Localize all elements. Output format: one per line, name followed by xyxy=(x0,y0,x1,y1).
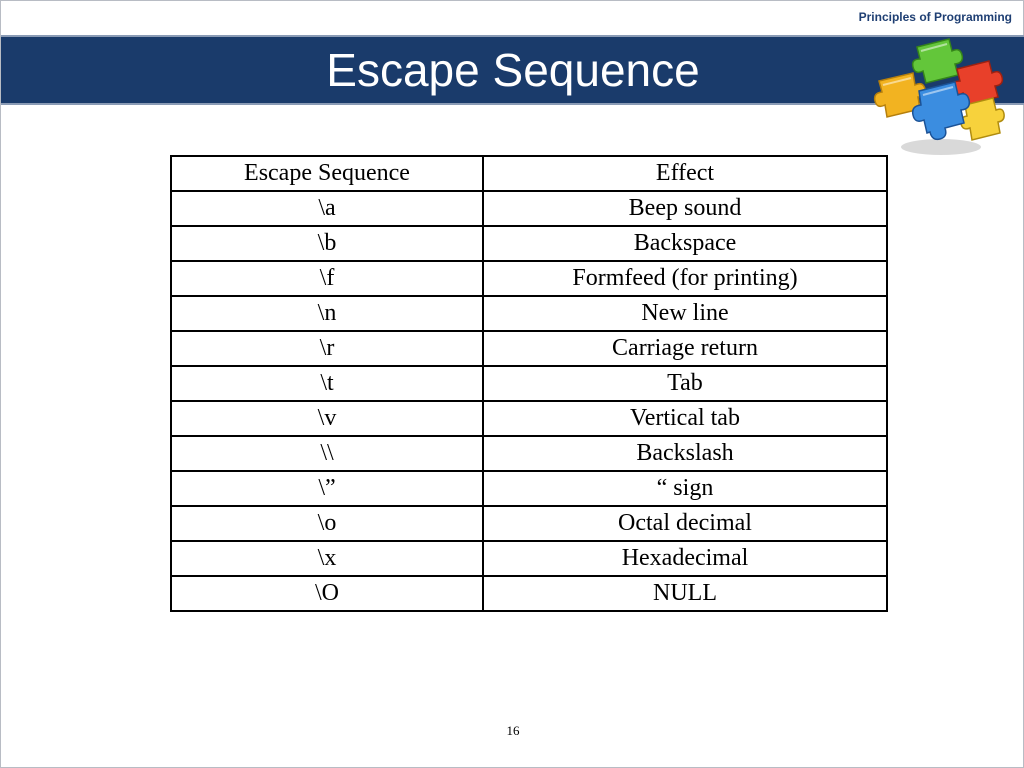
effect-cell: Hexadecimal xyxy=(483,541,887,576)
escape-sequence-cell: \r xyxy=(171,331,483,366)
effect-cell: Formfeed (for printing) xyxy=(483,261,887,296)
table-row xyxy=(171,576,887,611)
escape-sequence-cell: \b xyxy=(171,226,483,261)
escape-sequence-table xyxy=(170,155,888,612)
table-row xyxy=(171,471,887,506)
table-row xyxy=(171,226,887,261)
column-header-effect: Effect xyxy=(483,156,887,191)
escape-sequence-cell: \” xyxy=(171,471,483,506)
table-row xyxy=(171,191,887,226)
puzzle-pieces-icon xyxy=(869,29,1009,163)
escape-sequence-cell: \\ xyxy=(171,436,483,471)
course-label: Principles of Programming xyxy=(858,10,1012,24)
effect-cell: Beep sound xyxy=(483,191,887,226)
effect-cell: Tab xyxy=(483,366,887,401)
escape-sequence-cell: \x xyxy=(171,541,483,576)
column-header-escape-sequence: Escape Sequence xyxy=(171,156,483,191)
effect-cell: “ sign xyxy=(483,471,887,506)
effect-cell: New line xyxy=(483,296,887,331)
table-header-row xyxy=(171,156,887,191)
effect-cell: Backslash xyxy=(483,436,887,471)
table-row xyxy=(171,506,887,541)
table-row xyxy=(171,436,887,471)
escape-sequence-cell: \f xyxy=(171,261,483,296)
effect-cell: Carriage return xyxy=(483,331,887,366)
escape-sequence-cell: \a xyxy=(171,191,483,226)
table-row xyxy=(171,331,887,366)
table-row xyxy=(171,366,887,401)
page-number: 16 xyxy=(506,723,520,738)
slide-title: Escape Sequence xyxy=(326,44,700,96)
escape-sequence-cell: \n xyxy=(171,296,483,331)
escape-sequence-cell: \O xyxy=(171,576,483,611)
escape-sequence-cell: \t xyxy=(171,366,483,401)
table-row xyxy=(171,296,887,331)
escape-sequence-cell: \o xyxy=(171,506,483,541)
table-row xyxy=(171,541,887,576)
table-row xyxy=(171,401,887,436)
effect-cell: Octal decimal xyxy=(483,506,887,541)
table-row xyxy=(171,261,887,296)
escape-sequence-cell: \v xyxy=(171,401,483,436)
effect-cell: NULL xyxy=(483,576,887,611)
effect-cell: Vertical tab xyxy=(483,401,887,436)
effect-cell: Backspace xyxy=(483,226,887,261)
